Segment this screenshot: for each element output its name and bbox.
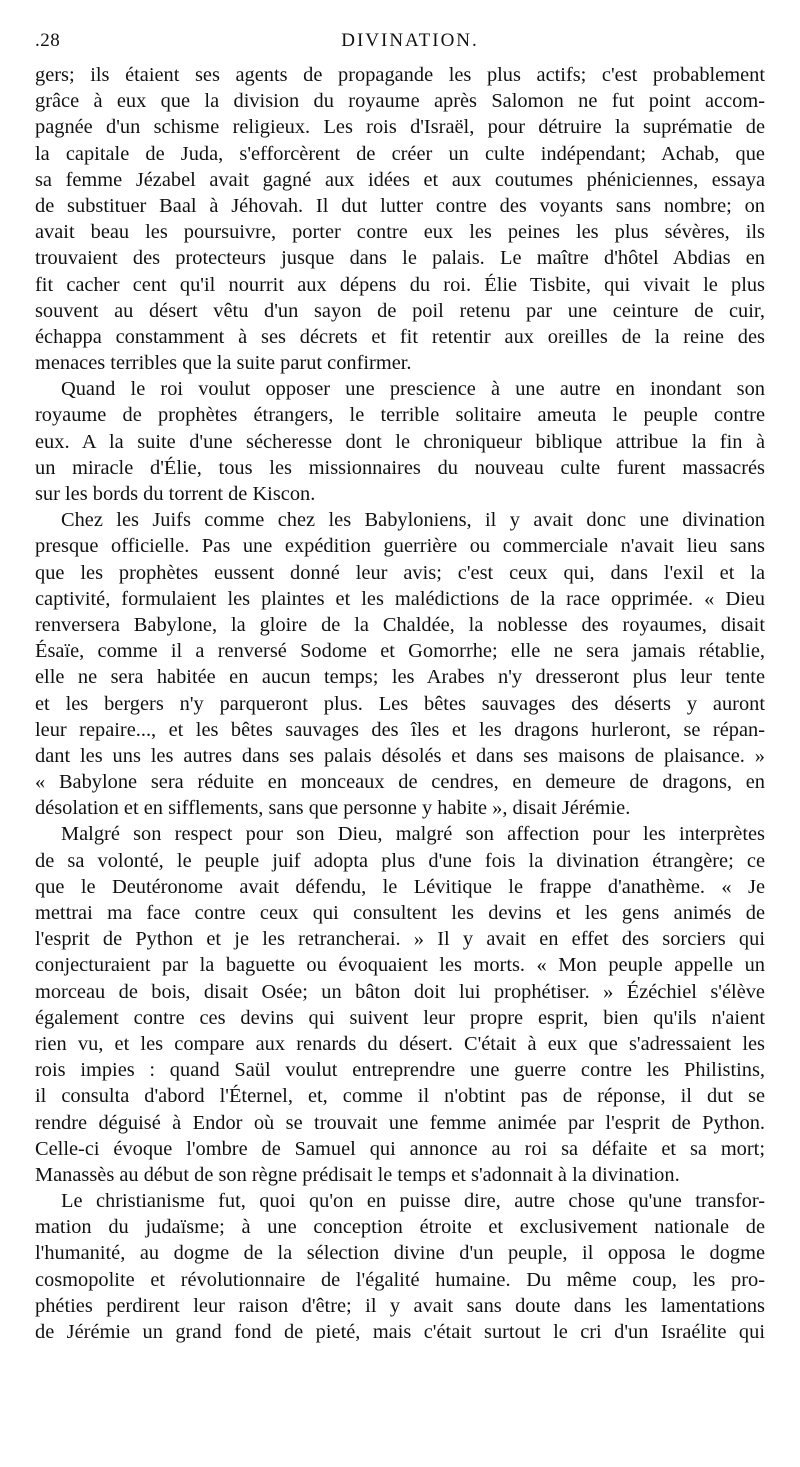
text-line: désolation et en sifflements, sans que personne y habite », disait Jérémie. [35, 797, 631, 820]
page-number: .28 [35, 30, 61, 51]
body-text [35, 62, 765, 1345]
text-line: Manassès au début de son règne prédisait le temps et s'adonnait à la divination. [35, 1163, 680, 1186]
text-line: la capitale de Juda, s'efforcèrent de créer un culte indépendant; Achab, que [35, 142, 765, 165]
book-page [35, 28, 765, 1345]
text-line: l'humanité, au dogme de la sélection divine d'un peuple, il opposa le dogme [35, 1242, 765, 1265]
text-line: Chez les Juifs comme chez les Babyloniens, il y avait donc une divination [61, 509, 765, 532]
text-line: Le christianisme fut, quoi qu'on en puisse dire, autre chose qu'une transfor- [61, 1190, 765, 1213]
text-line: morceau de bois, disait Osée; un bâton doit lui prophétiser. » Ézéchiel s'élève [35, 980, 765, 1003]
paragraph [35, 376, 765, 507]
text-line: « Babylone sera réduite en monceaux de cendres, en demeure de dragons, en [35, 771, 765, 794]
text-line: un miracle d'Élie, tous les missionnaires du nouveau culte furent massacrés [35, 456, 765, 479]
text-line: royaume de prophètes étrangers, le terrible solitaire ameuta le peuple contre [35, 404, 765, 427]
text-line: captivité, formulaient les plaintes et les malédictions de la race opprimée. « Dieu [35, 587, 765, 610]
text-line: l'esprit de Python et je les retrancherai. » Il y avait en effet des sorciers qui [35, 928, 765, 951]
text-line: sa femme Jézabel avait gagné aux idées et aux coutumes phéniciennes, essaya [35, 168, 765, 191]
text-line: Malgré son respect pour son Dieu, malgré son affection pour les interprètes [61, 823, 765, 846]
text-line: menaces terribles que la suite parut confirmer. [35, 352, 412, 375]
text-line: dant les uns les autres dans ses palais désolés et dans ses maisons de plaisance. » [35, 744, 765, 767]
page-header [35, 28, 765, 58]
text-line: que les prophètes eussent donné leur avis; c'est ceux qui, dans l'exil et la [35, 561, 765, 584]
text-line: sur les bords du torrent de Kiscon. [35, 483, 316, 505]
paragraph [35, 1188, 765, 1345]
text-line: fit cacher cent qu'il nourrit aux dépens du roi. Élie Tisbite, qui vivait le plus [35, 273, 765, 296]
text-line: échappa constamment à ses décrets et fit retentir aux oreilles de la reine des [35, 325, 765, 348]
text-line: de Jérémie un grand fond de pieté, mais c'était surtout le cri d'un Israélite qui [35, 1321, 765, 1343]
text-line: de sa volonté, le peuple juif adopta plus d'une fois la divination étrangère; ce [35, 849, 765, 872]
text-line: et les bergers n'y parqueront plus. Les bêtes sauvages des déserts y auront [35, 692, 765, 715]
text-line: grâce à eux que la division du royaume après Salomon ne fut point accom- [35, 90, 765, 113]
text-line: cosmopolite et révolutionnaire de l'égalité humaine. Du même coup, les pro- [35, 1268, 765, 1291]
paragraph [35, 821, 765, 1188]
text-line: Ésaïe, comme il a renversé Sodome et Gomorrhe; elle ne sera jamais rétablie, [35, 640, 765, 663]
text-line: il consulta d'abord l'Éternel, et, comme il n'obtint pas de réponse, il dut se [35, 1085, 765, 1108]
text-line: presque officielle. Pas une expédition guerrière ou commerciale n'avait lieu sans [35, 535, 765, 558]
text-line: rendre déguisé à Endor où se trouvait une femme animée par l'esprit de Python. [35, 1111, 765, 1134]
text-line: rien vu, et les compare aux renards du désert. C'était à eux que s'adressaient les [35, 1032, 765, 1055]
text-line: gers; ils étaient ses agents de propagande les plus actifs; c'est probablement [35, 64, 765, 86]
text-line: que le Deutéronome avait défendu, le Lévitique le frappe d'anathème. « Je [35, 875, 765, 898]
text-line: eux. A la suite d'une sécheresse dont le chroniqueur biblique attribue la fin à [35, 430, 765, 453]
running-title: DIVINATION. [341, 30, 479, 51]
text-line: leur repaire..., et les bêtes sauvages des îles et les dragons hurleront, se répan- [35, 718, 765, 741]
text-line: rois impies : quand Saül voulut entreprendre une guerre contre les Philistins, [35, 1059, 765, 1082]
text-line: Celle-ci évoque l'ombre de Samuel qui annonce au roi sa défaite et sa mort; [35, 1137, 765, 1160]
text-line: souvent au désert vêtu d'un sayon de poil retenu par une ceinture de cuir, [35, 299, 765, 322]
text-line: de substituer Baal à Jéhovah. Il dut lutter contre des voyants sans nombre; on [35, 194, 765, 217]
text-line: pagnée d'un schisme religieux. Les rois d'Israël, pour détruire la suprématie de [35, 116, 765, 139]
paragraph [35, 507, 765, 821]
text-line: phéties perdirent leur raison d'être; il y avait sans doute dans les lamentations [35, 1294, 765, 1317]
paragraph [35, 62, 765, 376]
text-line: mation du judaïsme; à une conception étroite et exclusivement nationale de [35, 1216, 765, 1239]
text-line: renversera Babylone, la gloire de la Chaldée, la noblesse des royaumes, disait [35, 613, 765, 636]
text-line: Quand le roi voulut opposer une prescience à une autre en inondant son [61, 378, 765, 401]
text-line: trouvaient des protecteurs jusque dans le palais. Le maître d'hôtel Abdias en [35, 247, 765, 270]
text-line: conjecturaient par la baguette ou évoquaient les morts. « Mon peuple appelle un [35, 954, 765, 977]
text-line: elle ne sera habitée en aucun temps; les Arabes n'y dresseront plus leur tente [35, 666, 765, 689]
text-line: avait beau les poursuivre, porter contre eux les peines les plus sévères, ils [35, 221, 765, 244]
text-line: également contre ces devins qui suivent leur propre esprit, bien qu'ils n'aient [35, 1006, 765, 1029]
text-line: mettrai ma face contre ceux qui consultent les devins et les gens animés de [35, 902, 765, 924]
